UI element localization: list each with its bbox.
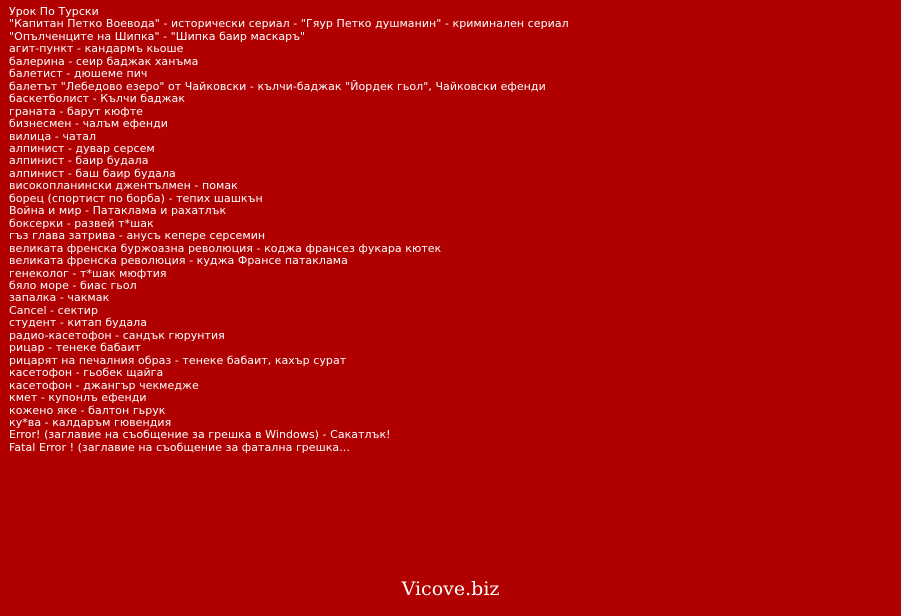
text-line: вилица - чатал xyxy=(9,129,97,143)
text-line: Fatal Error ! (заглавие на съобщение за фатална грешка... xyxy=(9,440,350,454)
text-line: гъз глава затрива - анусъ кепере серсемин xyxy=(9,229,266,243)
text-line: бизнесмен - чалъм ефенди xyxy=(9,117,168,131)
text-line: великата френска буржоазна революция - коджа франсез фукара кютек xyxy=(9,241,442,255)
text-line: баскетболист - Кълчи баджак xyxy=(9,92,186,106)
text-line: Cancel - сектир xyxy=(9,303,98,317)
text-line: алпинист - дувар серсем xyxy=(9,141,155,155)
text-line: великата френска революция - куджа Франсе патаклама xyxy=(9,254,348,268)
site-watermark: Vicove.biz xyxy=(401,578,500,600)
text-line: ку*ва - калдаръм гювендия xyxy=(9,415,172,429)
text-line: радио-касетофон - сандък гюрунтия xyxy=(9,328,225,342)
text-line: граната - барут кюфте xyxy=(9,104,144,118)
text-line: запалка - чакмак xyxy=(9,291,110,305)
text-line: кожено яке - балтон гьрук xyxy=(9,403,166,417)
text-line: касетофон - гьобек щайга xyxy=(9,366,164,380)
text-line: балетът "Лебедово езеро" от Чайковски - кълчи-баджак "Йордек гьол", Чайковски ефенди xyxy=(9,79,546,93)
text-line: Война и мир - Патаклама и рахатлък xyxy=(9,204,227,218)
text-line: "Капитан Петко Воевода" - исторически сериал - "Гяур Петко душманин" - криминален сериал xyxy=(9,17,569,31)
text-line: Error! (заглавие на съобщение за грешка в Windows) - Сакатлък! xyxy=(9,428,391,442)
text-line: кмет - купонлъ ефенди xyxy=(9,391,147,405)
text-line: борец (спортист по борба) - тепих шашкън xyxy=(9,191,263,205)
text-line: студент - китап будала xyxy=(9,316,148,330)
text-line: Урок По Турски xyxy=(9,5,99,18)
text-line: "Опълченците на Шипка" - "Шипка баир маскаръ" xyxy=(9,29,306,43)
joke-text-block xyxy=(9,6,889,454)
text-line: касетофон - джангър чекмедже xyxy=(9,378,199,392)
text-line: високопланински джентълмен - помак xyxy=(9,179,238,193)
text-line: генеколог - т*шак мюфтия xyxy=(9,266,167,280)
text-line: рицарят на печалния образ - тенеке бабаит, кахър сурат xyxy=(9,353,347,367)
text-line: алпинист - баир будала xyxy=(9,154,149,168)
text-line: балерина - сеир баджак ханъма xyxy=(9,54,199,68)
text-line: бяло море - биас гьол xyxy=(9,278,137,292)
text-line: алпинист - баш баир будала xyxy=(9,166,176,180)
text-line: агит-пункт - кандармъ кьоше xyxy=(9,42,184,56)
text-line: боксерки - развей т*шак xyxy=(9,216,154,230)
text-line: рицар - тенеке бабаит xyxy=(9,341,142,355)
text-line: балетист - дюшеме пич xyxy=(9,67,148,81)
